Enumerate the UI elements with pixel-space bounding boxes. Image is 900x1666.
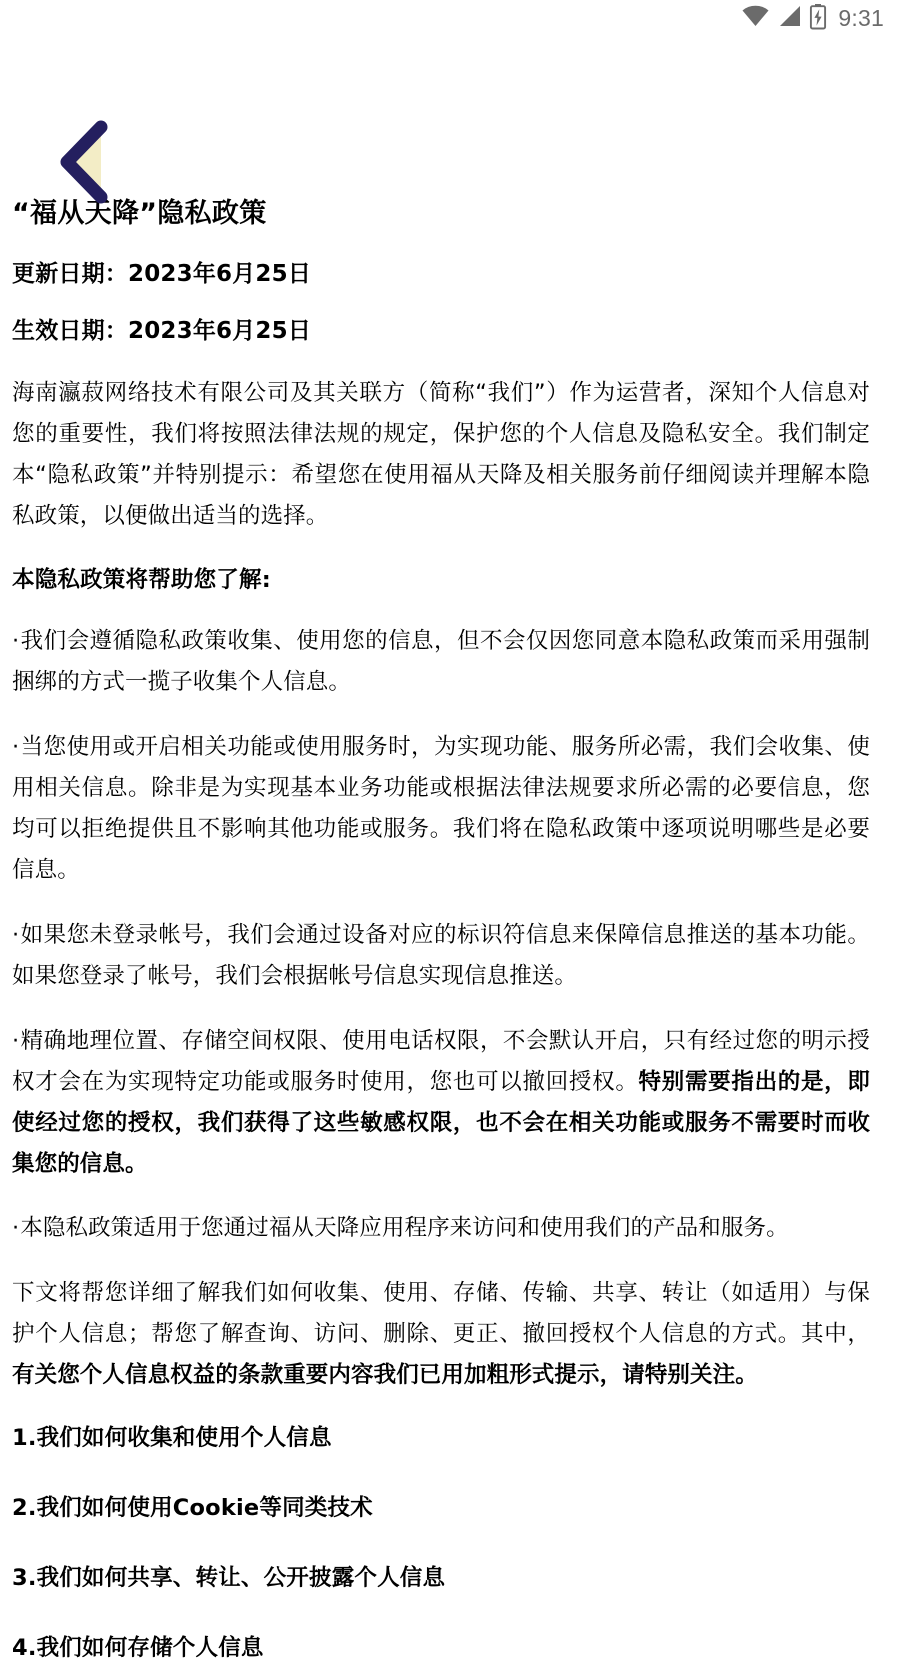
bullet-marker: · xyxy=(12,1215,20,1242)
bullet-text: 我们会遵循隐私政策收集、使用您的信息，但不会仅因您同意本隐私政策而采用强制捆绑的方式一揽子收集个人信息。 xyxy=(12,628,870,696)
effective-date: 生效日期：2023年6月25日 xyxy=(12,318,312,345)
updated-date: 更新日期：2023年6月25日 xyxy=(12,261,312,288)
list-item xyxy=(12,727,870,891)
toc-item-2[interactable]: 2.我们如何使用Cookie等同类技术 xyxy=(12,1495,373,1522)
list-item xyxy=(12,1208,870,1249)
back-chevron-icon xyxy=(53,119,115,209)
bullet-text: 本隐私政策适用于您通过福从天降应用程序来访问和使用我们的产品和服务。 xyxy=(20,1215,789,1242)
status-bar-clock: 9:31 xyxy=(838,4,884,31)
battery-charging-icon xyxy=(810,4,826,33)
closing-paragraph-bold: 有关您个人信息权益的条款重要内容我们已用加粗形式提示，请特别关注。 xyxy=(12,1362,758,1389)
intro-paragraph: 海南瀛菽网络技术有限公司及其关联方（简称“我们”）作为运营者，深知个人信息对您的重要性，我们将按照法律法规的规定，保护您的个人信息及隐私安全。我们制定本“隐私政策”并特别提示：希望您在使用福从天降及相关服务前仔细阅读并理解本隐私政策，以便做出适当的选择。 xyxy=(12,380,870,529)
status-bar xyxy=(0,0,900,36)
bullet-text-bold: 特别需要指出的是，即使经过您的授权，我们获得了这些敏感权限，也不会在相关功能或服务不需要时而收集您的信息。 xyxy=(12,1068,870,1177)
cellular-signal-icon xyxy=(778,5,801,31)
list-item xyxy=(12,915,870,997)
bullet-marker: · xyxy=(12,921,20,948)
bullet-text: 如果您未登录帐号，我们会通过设备对应的标识符信息来保障信息推送的基本功能。如果您登录了帐号，我们会根据帐号信息实现信息推送。 xyxy=(12,921,870,989)
privacy-policy-document xyxy=(0,196,900,1666)
bullet-marker: · xyxy=(12,628,20,655)
help-you-understand-heading: 本隐私政策将帮助您了解: xyxy=(12,566,271,593)
bullet-text: 当您使用或开启相关功能或使用服务时，为实现功能、服务所必需，我们会收集、使用相关信息。除非是为实现基本业务功能或根据法律法规要求所必需的必要信息，您均可以拒绝提供且不影响其他功能或服务。我们将在隐私政策中逐项说明哪些是必要信息。 xyxy=(12,734,870,883)
bullet-marker: · xyxy=(12,1027,20,1054)
list-item xyxy=(12,621,870,703)
closing-paragraph xyxy=(12,1273,870,1396)
toc-item-3[interactable]: 3.我们如何共享、转让、公开披露个人信息 xyxy=(12,1565,446,1592)
toc-item-1[interactable]: 1.我们如何收集和使用个人信息 xyxy=(12,1425,332,1452)
list-item xyxy=(12,1021,870,1185)
bullet-text: 精确地理位置、存储空间权限、使用电话权限，不会默认开启，只有经过您的明示授权才会在为实现特定功能或服务时使用，您也可以撤回授权。 xyxy=(12,1027,870,1095)
closing-paragraph-text: 下文将帮您详细了解我们如何收集、使用、存储、传输、共享、转让（如适用）与保护个人信息；帮您了解查询、访问、删除、更正、撤回授权个人信息的方式。其中， xyxy=(12,1280,870,1348)
bullet-marker: · xyxy=(12,734,20,761)
back-button[interactable] xyxy=(50,118,118,210)
navigation-bar xyxy=(0,36,900,196)
toc-item-4[interactable]: 4.我们如何存储个人信息 xyxy=(12,1635,264,1662)
wifi-icon xyxy=(742,5,769,31)
page-title: “福从天降”隐私政策 xyxy=(12,198,267,229)
